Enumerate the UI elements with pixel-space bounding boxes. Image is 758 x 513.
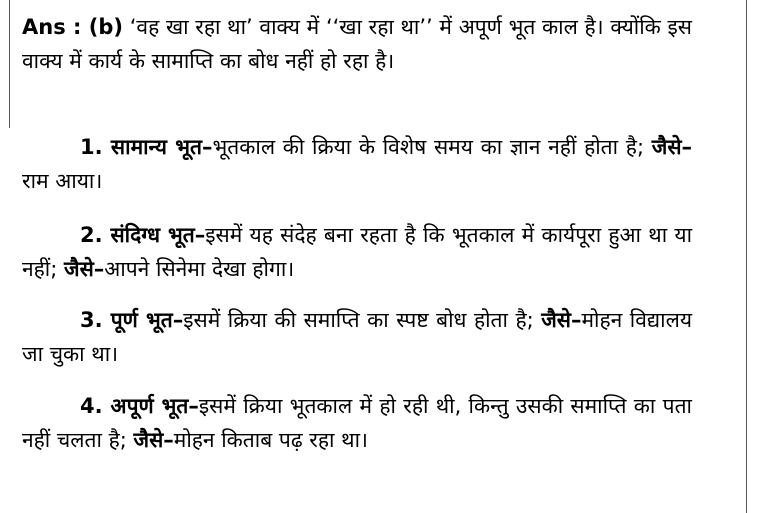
answer-paragraph xyxy=(22,10,692,78)
item-text-2: इसमें यह संदेह बना रहता है कि भूतकाल में कार्यपूरा हुआ था या नहीं; xyxy=(22,223,693,281)
item-example-label-3: जैसे– xyxy=(541,308,582,332)
item-paragraph-4 xyxy=(22,389,692,457)
item-example-label-1: जैसे– xyxy=(651,135,693,159)
item-paragraph-1 xyxy=(22,130,692,198)
item-example-label-2: जैसे– xyxy=(64,257,105,281)
item-example-label-4: जैसे– xyxy=(133,428,174,452)
item-paragraph-2 xyxy=(22,218,692,286)
left-border-line xyxy=(9,0,10,128)
item-example-1: राम आया। xyxy=(22,169,103,193)
item-paragraph-3 xyxy=(22,303,692,371)
item-term-2: 2. संदिग्ध भूत– xyxy=(80,223,206,247)
item-example-4: मोहन किताब पढ़ रहा था। xyxy=(173,428,368,452)
answer-label: Ans : (b) xyxy=(22,15,124,39)
item-text-4: इसमें क्रिया भूतकाल में हो रही थी, किन्तु उसकी समाप्ति का पता नहीं चलता है; xyxy=(22,394,692,452)
item-text-3: इसमें क्रिया की समाप्ति का स्पष्ट बोध होता है; xyxy=(183,308,542,332)
right-border-line xyxy=(746,0,747,513)
item-example-2: आपने सिनेमा देखा होगा। xyxy=(104,257,295,281)
item-term-1: 1. सामान्य भूत– xyxy=(80,135,213,159)
item-example-3: मोहन विद्यालय जा चुका था। xyxy=(22,308,692,366)
item-term-3: 3. पूर्ण भूत– xyxy=(80,308,184,332)
answer-body: ‘वह खा रहा था’ वाक्य में ‘‘खा रहा था’’ में अपूर्ण भूत काल है। क्योंकि इस वाक्य में कार्य के सामाप्ति का बोध नहीं हो रहा है। xyxy=(22,15,692,73)
item-term-4: 4. अपूर्ण भूत– xyxy=(80,394,199,418)
item-text-1: भूतकाल की क्रिया के विशेष समय का ज्ञान नहीं होता है; xyxy=(212,135,652,159)
